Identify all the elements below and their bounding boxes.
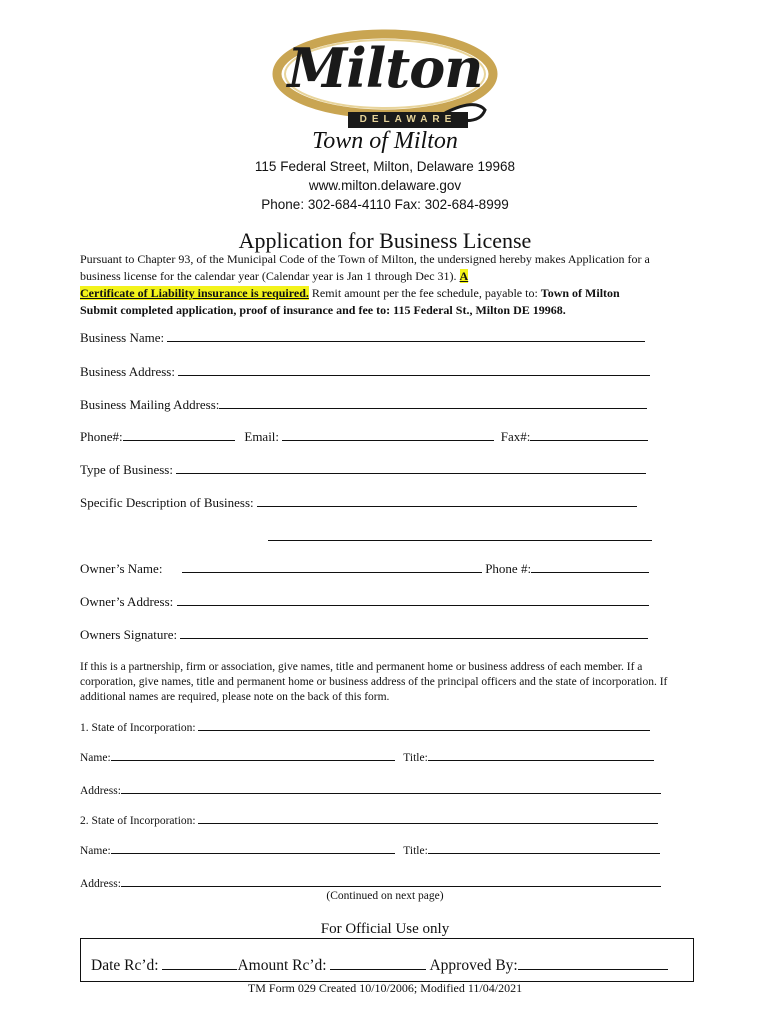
official-heading: For Official Use only [320,921,450,937]
member1-address-label: Address: [80,785,121,797]
form-title: Application for Business License [238,228,532,253]
owner-name-row [80,561,649,577]
form-footer: TM Form 029 Created 10/10/2006; Modified 11/04/2021 [247,981,523,995]
member2-title-field[interactable] [428,842,660,854]
member1-state-row [80,719,650,734]
member2-state-label: 2. State of Incorporation: [80,815,196,827]
mailing-address-label: Business Mailing Address: [80,397,220,412]
business-type-row [80,462,646,478]
amount-received-label: Amount Rc’d: [237,957,327,974]
member2-state-row [80,812,658,827]
member1-address-row [80,782,661,797]
continued-note: (Continued on next page) [326,890,444,902]
official-use-box [80,938,694,982]
intro-payee: Town of Milton [540,286,620,300]
fax-label: Fax#: [500,429,531,444]
business-type-label: Type of Business: [80,462,173,477]
member1-state-label: 1. State of Incorporation: [80,722,196,734]
intro-remit: Remit amount per the fee schedule, payable to: [311,286,538,300]
business-address-row [80,364,650,380]
intro-submit: Submit completed application, proof of insurance and fee to: 115 Federal St., Milton DE 19968. [80,303,566,317]
description-field-1[interactable] [257,495,637,507]
email-field[interactable] [282,429,494,441]
phone-field[interactable] [123,429,235,441]
contact-row [80,429,648,445]
date-received-field[interactable] [162,958,237,970]
town-logo [270,28,500,128]
description-row [80,495,637,511]
owner-phone-field[interactable] [531,561,649,573]
logo-word: Milton [287,36,483,100]
intro-highlight-a: A [459,269,469,283]
business-address-field[interactable] [178,364,650,376]
member2-name-row [80,842,660,857]
approved-by-field[interactable] [518,958,668,970]
member1-name-label: Name: [80,752,111,764]
owner-signature-label: Owners Signature: [80,627,178,642]
town-name: Town of Milton [312,128,458,154]
phone-label: Phone#: [80,429,123,444]
amount-received-field[interactable] [330,958,426,970]
description-field-2[interactable] [268,540,652,541]
owner-address-row [80,594,649,610]
intro-text: Pursuant to Chapter 93, of the Municipal Code of the Town of Milton, the undersigned hereby makes Application for a business license for the calendar year (Calendar year is Jan 1 through Dec 31). [80,252,650,283]
owner-signature-row [80,627,648,643]
member1-title-field[interactable] [428,749,654,761]
member1-name-row [80,749,654,764]
business-address-label: Business Address: [80,364,175,379]
owner-phone-label: Phone #: [485,561,532,576]
intro-paragraph [80,251,680,319]
town-website: www.milton.delaware.gov [308,178,462,193]
member2-address-row [80,875,661,890]
business-name-row [80,330,645,346]
member2-address-label: Address: [80,878,121,890]
member1-title-label: Title: [403,752,428,764]
member2-address-field[interactable] [121,875,661,887]
member1-name-field[interactable] [111,749,395,761]
town-address: 115 Federal Street, Milton, Delaware 19968 [254,159,516,174]
member1-address-field[interactable] [121,782,661,794]
member2-name-label: Name: [80,845,111,857]
partnership-note: If this is a partnership, firm or association, give names, title and permanent home or business address of each member. If a corporation, give names, title and permanent home or business address of the principal officers and the state of incorporation. If additional names are required, please note on the back of this form. [80,661,668,703]
business-type-field[interactable] [176,462,646,474]
town-phone-fax: Phone: 302-684-4110 Fax: 302-684-8999 [261,197,509,212]
description-label: Specific Description of Business: [80,495,254,510]
approved-by-label: Approved By: [429,957,518,974]
owner-address-label: Owner’s Address: [80,594,174,609]
mailing-address-field[interactable] [219,397,647,409]
owner-address-field[interactable] [177,594,649,606]
member1-state-field[interactable] [198,719,650,731]
official-fields [91,957,668,975]
business-name-field[interactable] [167,330,645,342]
business-name-label: Business Name: [80,330,165,345]
member2-state-field[interactable] [198,812,658,824]
member2-title-label: Title: [403,845,428,857]
mailing-address-row [80,397,647,413]
date-received-label: Date Rc’d: [91,957,159,974]
owner-name-field[interactable] [182,561,482,573]
member2-name-field[interactable] [111,842,395,854]
email-label: Email: [244,429,280,444]
intro-highlight-certificate: Certificate of Liability insurance is required. [80,286,309,300]
owner-name-label: Owner’s Name: [80,561,163,576]
fax-field[interactable] [530,429,648,441]
logo-subtitle: DELAWARE [348,112,468,128]
owner-signature-field[interactable] [180,627,648,639]
